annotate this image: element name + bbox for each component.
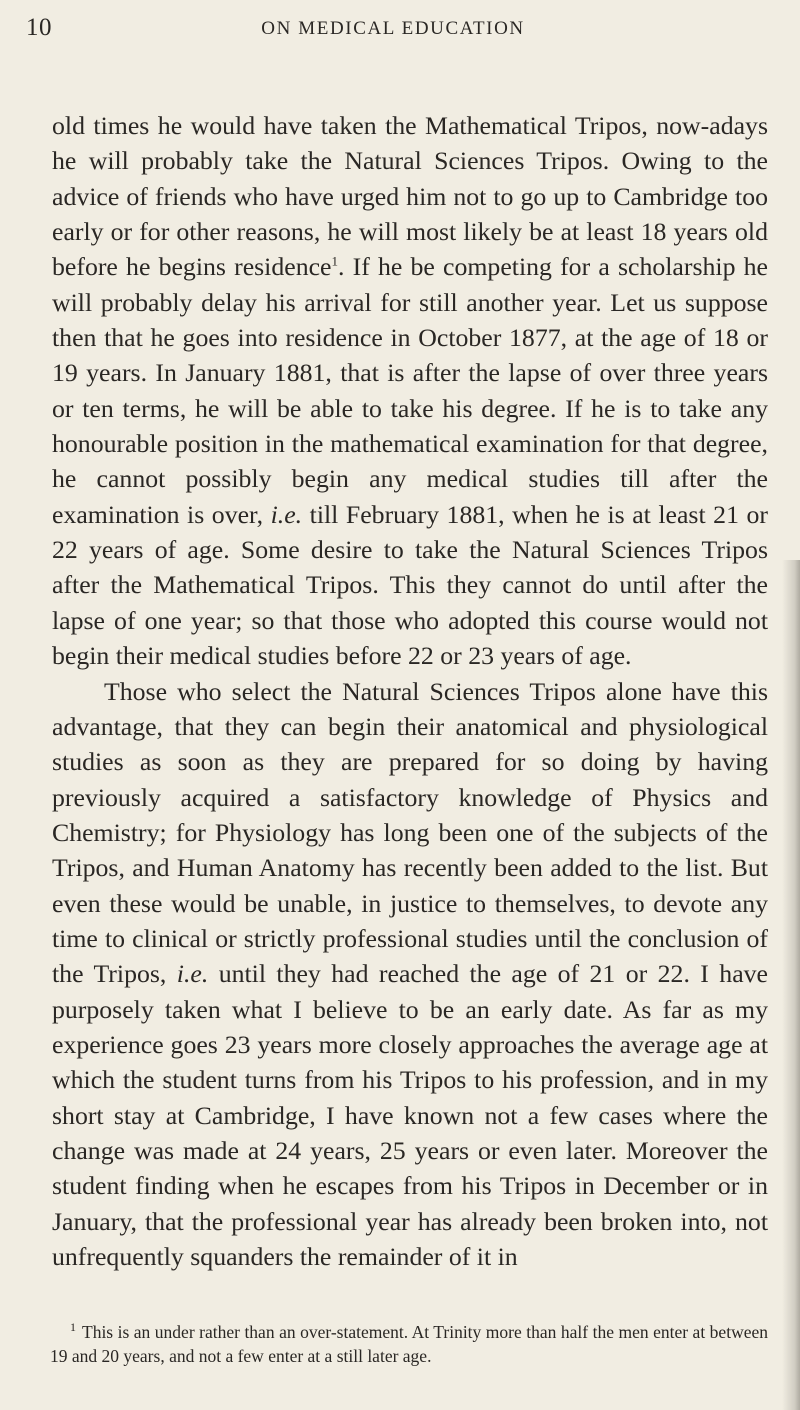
running-head: ON MEDICAL EDUCATION bbox=[261, 18, 525, 39]
footnote-reference: 1 bbox=[331, 253, 338, 269]
paragraph-1-text-c: till February 1881, when he is at least 21 or 22 years of age. Some desire to take the Natural Sciences Tripos after the Mathematical Tripos. This they cannot do until after the lapse of one year; so that those who adopted this course would not begin their medical studies before 22 or 23 years of age. bbox=[52, 499, 768, 671]
paragraph-2-text-a: Those who select the Natural Sciences Tripos alone have this advantage, that they can begin their anatomical and physiological studies as soon as they are prepared for so doing by having previously acquired a satisfactory knowledge of Physics and Chemistry; for Physiology has long been one of the subjects of the Tripos, and Human Anatomy has recently been added to the list. But even these would be unable, in justice to themselves, to devote any time to clinical or strictly professional studies until the conclusion of the Tripos, bbox=[52, 676, 768, 989]
paragraph-2 bbox=[52, 674, 768, 1275]
paragraph-2-italic-ie: i.e. bbox=[176, 959, 209, 989]
paragraph-1-italic-ie: i.e. bbox=[270, 499, 303, 529]
footnote: 1 This is an under rather than an over-statement. At Trinity more than half the men enter at between 19 and 20 years, and not a few enter at a still later age. bbox=[50, 1320, 768, 1366]
footnote-text: This is an under rather than an over-statement. At Trinity more than half the men enter at between 19 and 20 years, and not a few enter at a still later age. bbox=[50, 1322, 768, 1366]
paragraph-2-text-b: until they had reached the age of 21 or 22. I have purposely taken what I believe to be an early date. As far as my experience goes 23 years more closely approaches the average age at which the student turns from his Tripos to his profession, and in my short stay at Cambridge, I have known not a few cases where the change was made at 24 years, 25 years or even later. Moreover the student finding when he escapes from his Tripos in December or in January, that the professional year has already been broken into, not unfrequently squanders the remainder of it in bbox=[52, 959, 769, 1271]
page-edge-shadow bbox=[782, 560, 800, 1410]
paragraph-1-text-b: . If he be competing for a scholarship he will probably delay his arrival for still another year. Let us suppose then that he goes into residence in October 1877, at the age of 18 or 19 years. In January 1881, that is after the lapse of over three years or ten terms, he will be able to take his degree. If he is to take any honourable position in the mathematical examination for that degree, he cannot possibly begin any medical studies till after the examination is over, bbox=[52, 252, 768, 529]
page-number: 10 bbox=[26, 14, 52, 41]
page-header bbox=[26, 14, 740, 50]
paragraph-1 bbox=[52, 108, 768, 674]
paragraph-1-text-a: old times he would have taken the Mathematical Tripos, now-adays he will probably take the Natural Sciences Tripos. Owing to the advice of friends who have urged him not to go up to Cambridge too early or for other reasons, he will most likely be at least 18 years old before he begins residence bbox=[52, 111, 768, 282]
body-text bbox=[52, 108, 768, 1274]
